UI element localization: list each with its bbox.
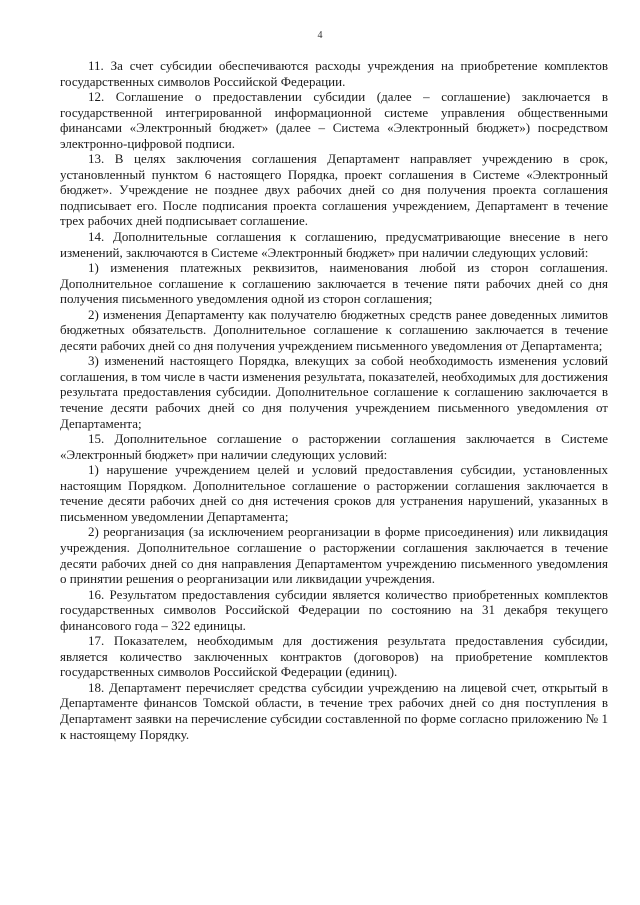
- paragraph-14: 14. Дополнительные соглашения к соглашению, предусматривающие внесение в него изменений, заключаются в Системе «Электронный бюджет» при наличии следующих условий:: [60, 229, 608, 260]
- paragraph-14-item-3: 3) изменений настоящего Порядка, влекущих за собой необходимость изменения условий соглашения, в том числе в части изменения результата, показателей, необходимых для достижения результата предоставления субсидии. Дополнительное соглашение к соглашению заключается в течение десяти рабочих дней со дня получения учреждением письменного уведомления от Департамента;: [60, 353, 608, 431]
- paragraph-14-item-2: 2) изменения Департаменту как получателю бюджетных средств ранее доведенных лимитов бюджетных обязательств. Дополнительное соглашение к соглашению заключается в течение десяти рабочих дней со дня получения учреждением письменного уведомления от Департамента;: [60, 306, 608, 353]
- paragraph-18: 18. Департамент перечисляет средства субсидии учреждению на лицевой счет, открытый в Департаменте финансов Томской области, в течение трех рабочих дней со дня поступления в Департамент заявки на перечисление субсидии составленной по форме согласно приложению № 1 к настоящему Порядку.: [60, 679, 608, 742]
- paragraph-16: 16. Результатом предоставления субсидии является количество приобретенных комплектов государственных символов Российской Федерации по состоянию на 31 декабря текущего финансового года – 322 единицы.: [60, 586, 608, 633]
- paragraph-12: 12. Соглашение о предоставлении субсидии (далее – соглашение) заключается в государственной интегрированной информационной системе управления общественными финансами «Электронный бюджет» (далее – Система «Электронный бюджет») посредством электронно-цифровой подписи.: [60, 89, 608, 151]
- paragraph-11: 11. За счет субсидии обеспечиваются расходы учреждения на приобретение комплектов государственных символов Российской Федерации.: [60, 58, 608, 89]
- paragraph-13: 13. В целях заключения соглашения Департамент направляет учреждению в срок, установленный пунктом 6 настоящего Порядка, проект соглашения в Системе «Электронный бюджет». Учреждение не позднее двух рабочих дней со дня получения проекта соглашения подписывает его. После подписания проекта соглашения учреждением, Департамент в течение трех рабочих дней подписывает соглашение.: [60, 151, 608, 229]
- paragraph-14-item-1: 1) изменения платежных реквизитов, наименования любой из сторон соглашения. Дополнительное соглашение к соглашению заключается в течение пяти рабочих дней со дня получения письменного уведомления одной из сторон соглашения;: [60, 260, 608, 307]
- paragraph-15: 15. Дополнительное соглашение о расторжении соглашения заключается в Системе «Электронный бюджет» при наличии следующих условий:: [60, 431, 608, 462]
- page-number: 4: [317, 30, 323, 41]
- paragraph-17: 17. Показателем, необходимым для достижения результата предоставления субсидии, является количество заключенных контрактов (договоров) на приобретение комплектов государственных символов Российской Федерации (единиц).: [60, 633, 608, 680]
- document-body: [60, 58, 608, 742]
- paragraph-15-item-1: 1) нарушение учреждением целей и условий предоставления субсидии, установленных настоящим Порядком. Дополнительное соглашение о расторжении соглашения заключается в течение десяти рабочих дней со дня истечения сроков для устранения нарушений, указанных в письменном уведомлении Департамента;: [60, 462, 608, 524]
- paragraph-15-item-2: 2) реорганизация (за исключением реорганизации в форме присоединения) или ликвидация учреждения. Дополнительное соглашение о расторжении соглашения заключается в течение десяти рабочих дней со дня направления Департаментом учреждению письменного уведомления о принятии решения о реорганизации или ликвидации учреждения.: [60, 524, 608, 587]
